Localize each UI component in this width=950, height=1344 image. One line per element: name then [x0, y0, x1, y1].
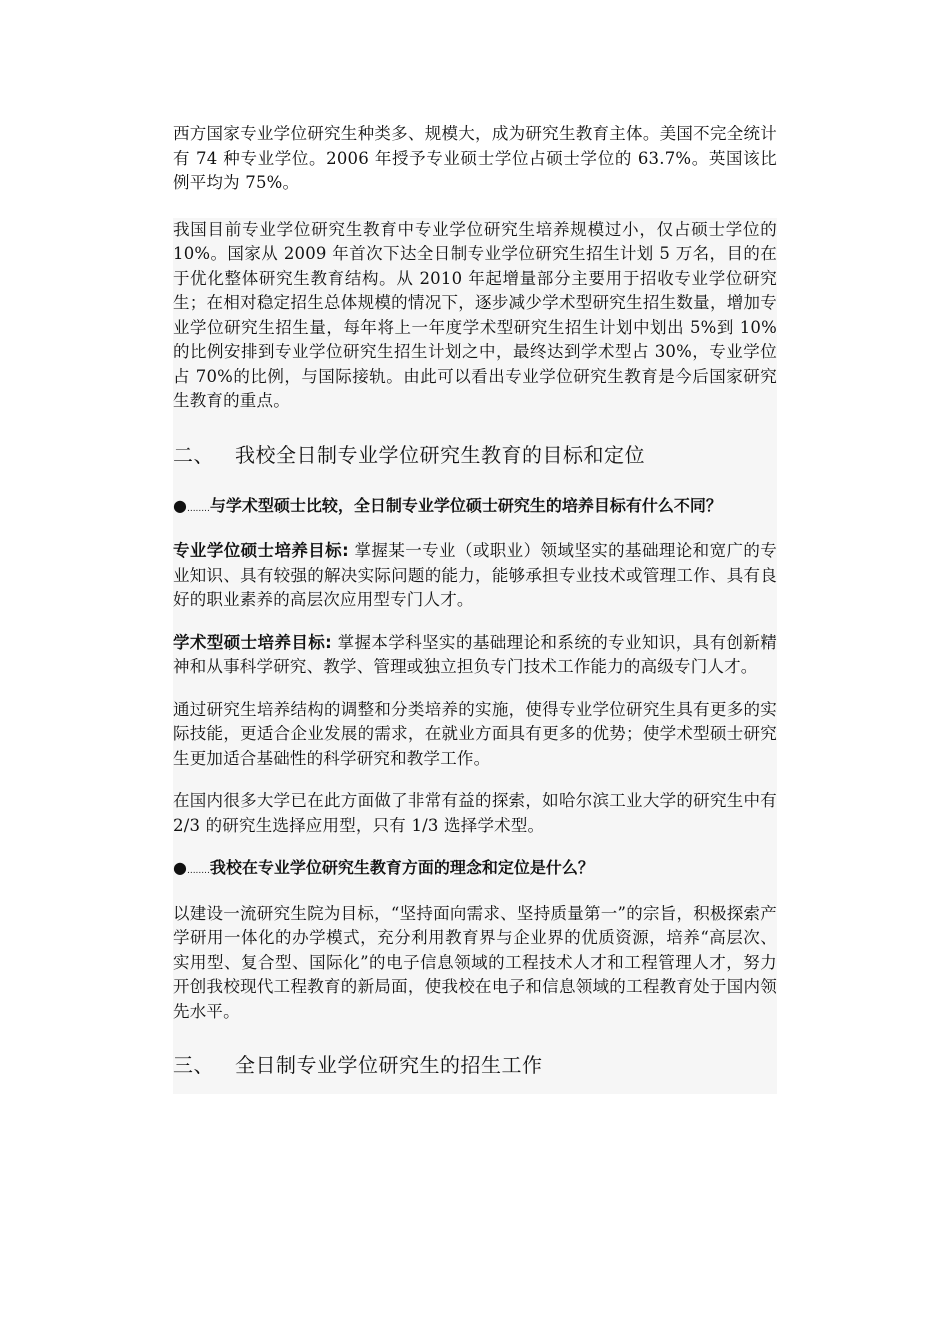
section-number: 二、: [173, 442, 214, 467]
paragraph-western-professional-degrees: 西方国家专业学位研究生种类多、规模大，成为研究生教育主体。美国不完全统计有 74 种专业学位。2006 年授予专业硕士学位占硕士学位的 63.7%。英国该比例平均为 75%。: [173, 124, 777, 192]
question-school-philosophy: [173, 856, 777, 884]
paragraph-school-positioning: 以建设一流研究生院为目标，“坚持面向需求、坚持质量第一”的宗旨，积极探索产学研用一体化的办学模式，充分利用教育界与企业界的优质资源，培养“高层次、实用型、复合型、国际化”的电子信息领域的工程技术人才和工程管理人才，努力开创我校现代工程教育的新局面，使我校在电子和信息领域的工程教育处于国内领先水平。: [173, 902, 777, 1025]
paragraph-china-professional-degree-plan: 我国目前专业学位研究生教育中专业学位研究生培养规模过小，仅占硕士学位的 10%。国家从 2009 年首次下达全日制专业学位研究生招生计划 5 万名，目的在于优化整体研究生教育结构。从 2010 年起增量部分主要用于招收专业学位研究生；在相对稳定招生总体规模的情况下，逐步减少学术型研究生招生数量，增加专业学位研究生招生量，每年将上一年度学术型研究生招生计划中划出 5%到 10%的比例安排到专业学位研究生招生计划之中，最终达到学术型占 30%，专业学位占 70%的比例，与国际接轨。由此可以看出专业学位研究生教育是今后国家研究生教育的重点。: [173, 218, 777, 414]
paragraph-domestic-exploration: 在国内很多大学已在此方面做了非常有益的探索，如哈尔滨工业大学的研究生中有 2/3 的研究生选择应用型，只有 1/3 选择学术型。: [173, 789, 777, 838]
bullet-icon: ●: [173, 858, 187, 877]
question-text: 我校在专业学位研究生教育方面的理念和定位是什么？: [209, 858, 594, 877]
question-text: 与学术型硕士比较，全日制专业学位硕士研究生的培养目标有什么不同？: [209, 495, 722, 515]
paragraph-professional-goal: [173, 539, 777, 613]
section-title: 我校全日制专业学位研究生教育的目标和定位: [235, 442, 645, 467]
section-number: 三、: [173, 1053, 214, 1077]
academic-goal-label: 学术型硕士培养目标:: [173, 632, 332, 652]
paragraph-academic-goal: [173, 631, 777, 680]
bullet-icon: ●: [173, 495, 187, 515]
question-training-goal-difference: [173, 494, 777, 522]
section-heading-goals-positioning: [173, 440, 777, 470]
paragraph-structure-adjustment: 通过研究生培养结构的调整和分类培养的实施，使得专业学位研究生具有更多的实际技能，更适合企业发展的需求，在就业方面具有更多的优势；使学术型硕士研究生更加适合基础性的科学研究和教学工作。: [173, 698, 777, 772]
document-page: [173, 122, 777, 1094]
professional-goal-label: 专业学位硕士培养目标:: [173, 541, 349, 560]
dot-leader: ........: [186, 866, 210, 876]
dot-leader: ........: [186, 503, 210, 514]
academic-goal-text: 掌握本学科坚实的基础理论和系统的专业知识，具有创新精神和从事科学研究、教学、管理或独立担负专门技术工作能力的高级专门人才。: [173, 632, 777, 676]
section-heading-admissions: [173, 1050, 777, 1080]
section-title: 全日制专业学位研究生的招生工作: [235, 1053, 543, 1077]
professional-goal-text: 掌握某一专业（或职业）领域坚实的基础理论和宽广的专业知识、具有较强的解决实际问题的能力，能够承担专业技术或管理工作、具有良好的职业素养的高层次应用型专门人才。: [173, 541, 777, 609]
